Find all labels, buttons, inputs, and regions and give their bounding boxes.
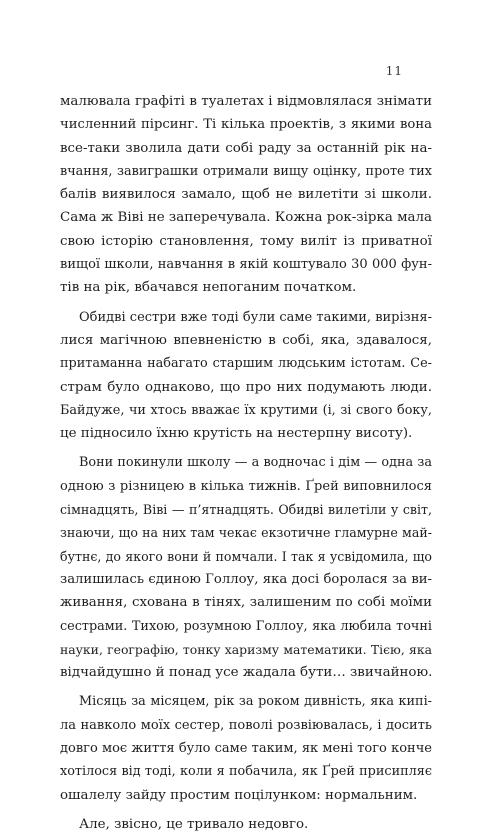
paragraph-2 (60, 306, 432, 446)
text-line: Але, звісно, це тривало недовго. (79, 816, 309, 832)
body-text (60, 90, 432, 836)
text-line: Вони покинули школу — а водночас і дім — одна за (79, 455, 432, 471)
text-line: сестрами. Тихою, розумною Голлоу, яка любила точні (60, 618, 432, 634)
text-line: Місяць за місяцем, рік за роком дивність, яка кипі- (79, 694, 432, 710)
text-line: свою історію становлення, тому виліт із приватної (60, 233, 432, 249)
text-line: малювала графіті в туалетах і відмовлялася знімати (60, 94, 432, 109)
page-number: 11 (385, 64, 403, 78)
paragraph-5 (60, 813, 432, 836)
text-line: бутнє, до якого вони й помчали. І так я усвідомила, що (60, 548, 432, 564)
text-line: страм було однаково, що про них подумають люди. (60, 379, 432, 395)
text-line: відчайдушно й понад усе жадала бути… звичайною. (60, 665, 433, 681)
text-line: знаючи, що на них там чекає екзотичне гламурне май- (60, 525, 432, 541)
text-line: тів на рік, вбачався непоганим початком. (60, 280, 357, 296)
paragraph-3 (60, 451, 432, 684)
text-line: хотілося від тоді, коли я побачила, як Ґрей присипляє (60, 764, 432, 780)
text-line: це підносило їхню крутість на нестерпну висоту). (60, 426, 413, 442)
text-line: Сама ж Віві не заперечувала. Кожна рок-зірка мала (60, 210, 432, 226)
text-line: довго моє життя було саме таким, як мені того конче (60, 741, 432, 757)
text-line: притаманна набагато старшим людським істотам. Се- (60, 356, 432, 372)
text-line: вищої школи, навчання в якій коштувало 30 000 фун- (60, 257, 432, 273)
text-line: вчання, завиграшки отримали вищу оцінку, проте тих (60, 163, 432, 179)
text-line: все-таки зволила дати собі раду за останній рік на- (60, 140, 432, 156)
text-line: численний пірсинг. Ті кілька проектів, з якими вона (60, 117, 432, 133)
text-line: залишилась єдиною Голлоу, яка досі боролася за ви- (60, 571, 432, 587)
text-line: живання, схована в тінях, залишеним по собі моїми (60, 595, 432, 611)
text-line: Байдуже, чи хтось вважає їх крутими (і, зі свого боку, (60, 402, 432, 418)
text-line: Обидві сестри вже тоді були саме такими, вирізня- (79, 309, 432, 325)
text-line: лися магічною впевненістю в собі, яка, здавалося, (60, 332, 432, 348)
paragraph-4 (60, 690, 432, 806)
text-line: одною з різницею в кілька тижнів. Ґрей виповнилося (60, 478, 432, 494)
text-line: ла навколо моїх сестер, поволі розвіювалась, і досить (60, 717, 432, 733)
paragraph-1 (60, 90, 432, 300)
text-line: ошалелу зайду простим поцілунком: нормальним. (60, 787, 418, 803)
text-line: науки, географію, тонку харизму математики. Тією, яка (60, 641, 432, 657)
text-line: сімнадцять, Віві — п’ятнадцять. Обидві вилетіли у світ, (60, 502, 432, 518)
text-line: балів виявилося замало, щоб не вилетіти зі школи. (60, 187, 432, 203)
